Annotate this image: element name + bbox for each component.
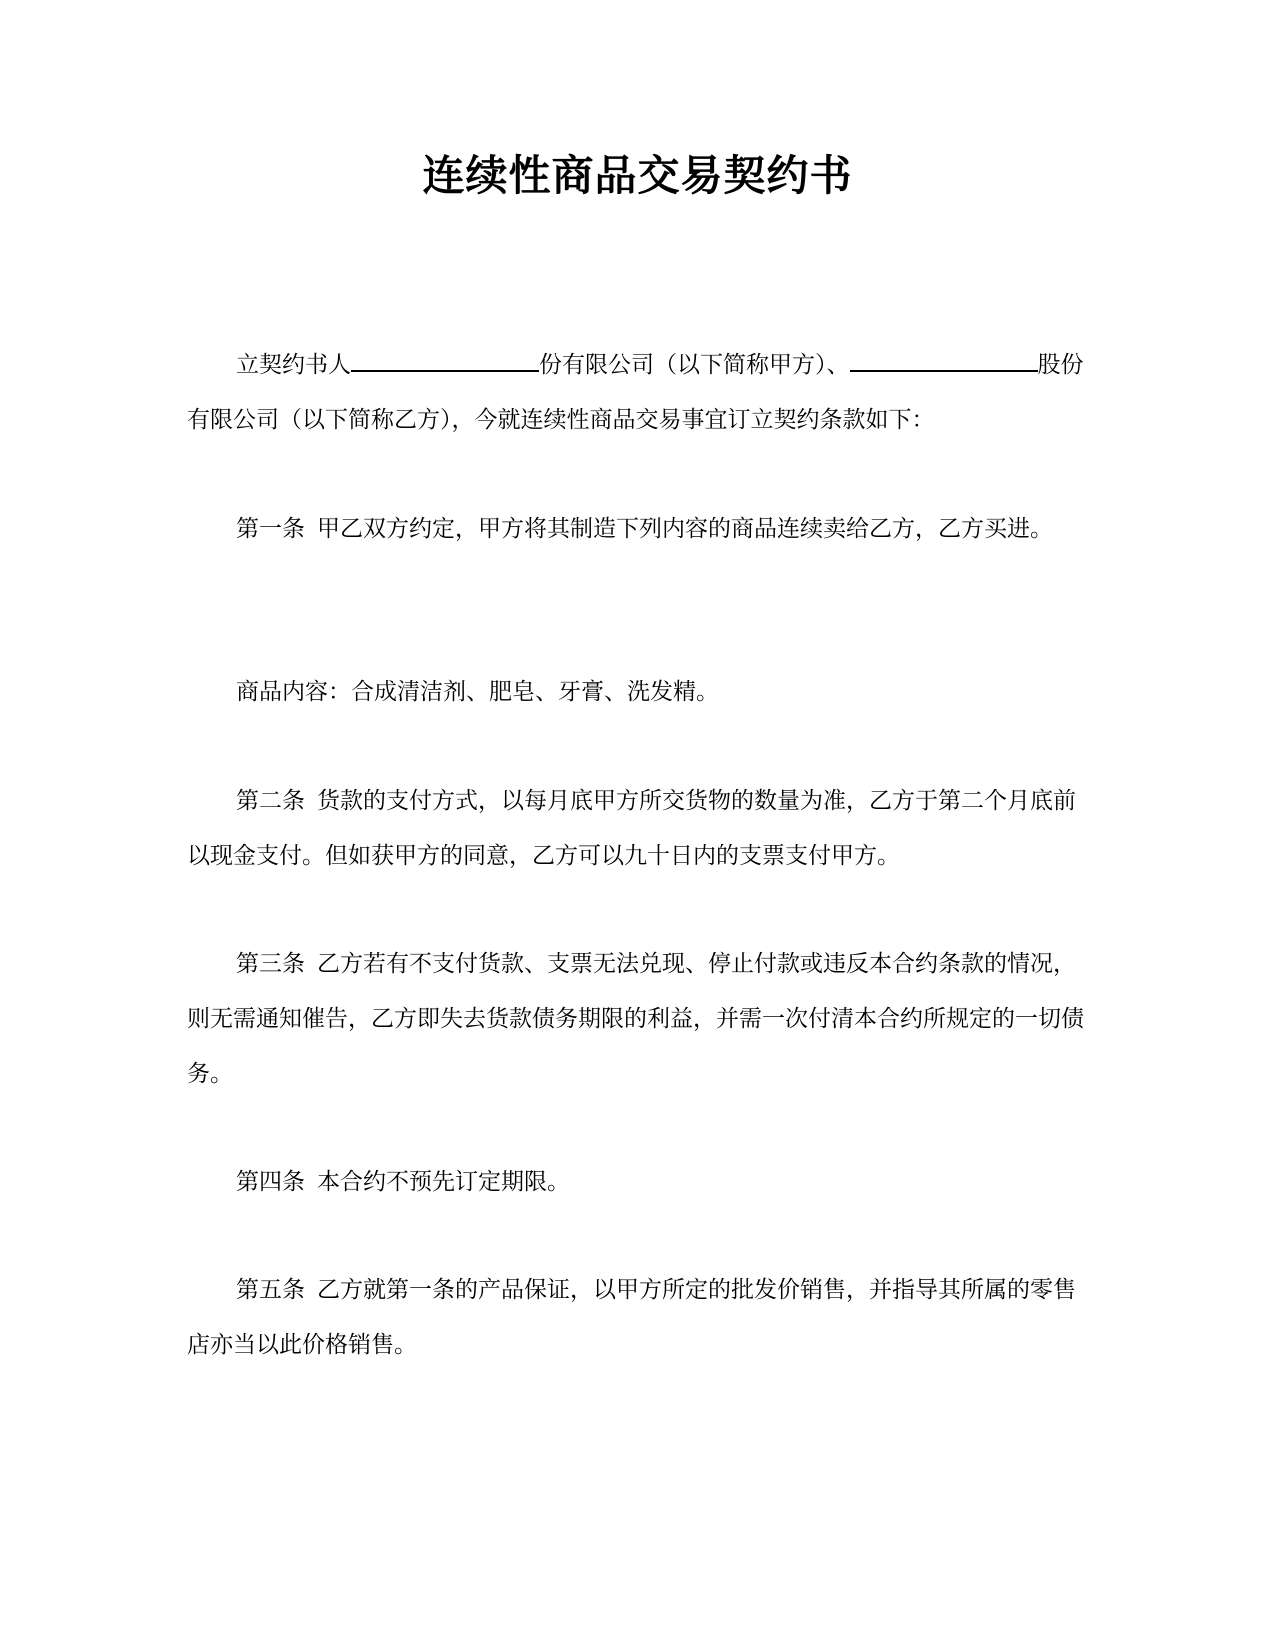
intro-paragraph [187, 338, 1087, 448]
article-4-text: 本合约不预先订定期限。 [317, 1169, 570, 1195]
document-title: 连续性商品交易契约书 [422, 151, 853, 200]
article-5 [187, 1263, 1087, 1373]
article-1-number: 第一条 [236, 516, 305, 542]
intro-text-2: 份有限公司（以下简称甲方）、 [539, 352, 850, 378]
article-5-text: 乙方就第一条的产品保证，以甲方所定的批发价销售，并指导其所属的零售店亦当以此价格销售。 [187, 1277, 1076, 1358]
article-2 [187, 774, 1087, 884]
party-b-blank [850, 350, 1038, 372]
article-5-number: 第五条 [236, 1277, 305, 1303]
article-2-number: 第二条 [236, 788, 305, 814]
article-4-number: 第四条 [236, 1169, 305, 1195]
article-3-number: 第三条 [236, 951, 305, 977]
article-3 [187, 937, 1087, 1102]
article-1 [187, 502, 1087, 557]
article-1-text: 甲乙双方约定，甲方将其制造下列内容的商品连续卖给乙方，乙方买进。 [317, 516, 1053, 542]
party-a-blank [351, 350, 539, 372]
intro-text-1: 立契约书人 [236, 352, 351, 378]
goods-content [187, 665, 1087, 720]
article-4 [187, 1155, 1087, 1210]
goods-content-text: 商品内容：合成清洁剂、肥皂、牙膏、洗发精。 [236, 679, 719, 705]
article-3-text: 乙方若有不支付货款、支票无法兑现、停止付款或违反本合约条款的情况，则无需通知催告，乙方即失去货款债务期限的利益，并需一次付清本合约所规定的一切债务。 [187, 951, 1084, 1087]
intro-text-3: 股份有限公司（以下简称乙方），今就连续性商品交易事宜订立契约条款如下： [187, 352, 1084, 433]
article-2-text: 货款的支付方式，以每月底甲方所交货物的数量为准，乙方于第二个月底前以现金支付。但如获甲方的同意，乙方可以九十日内的支票支付甲方。 [187, 788, 1076, 869]
